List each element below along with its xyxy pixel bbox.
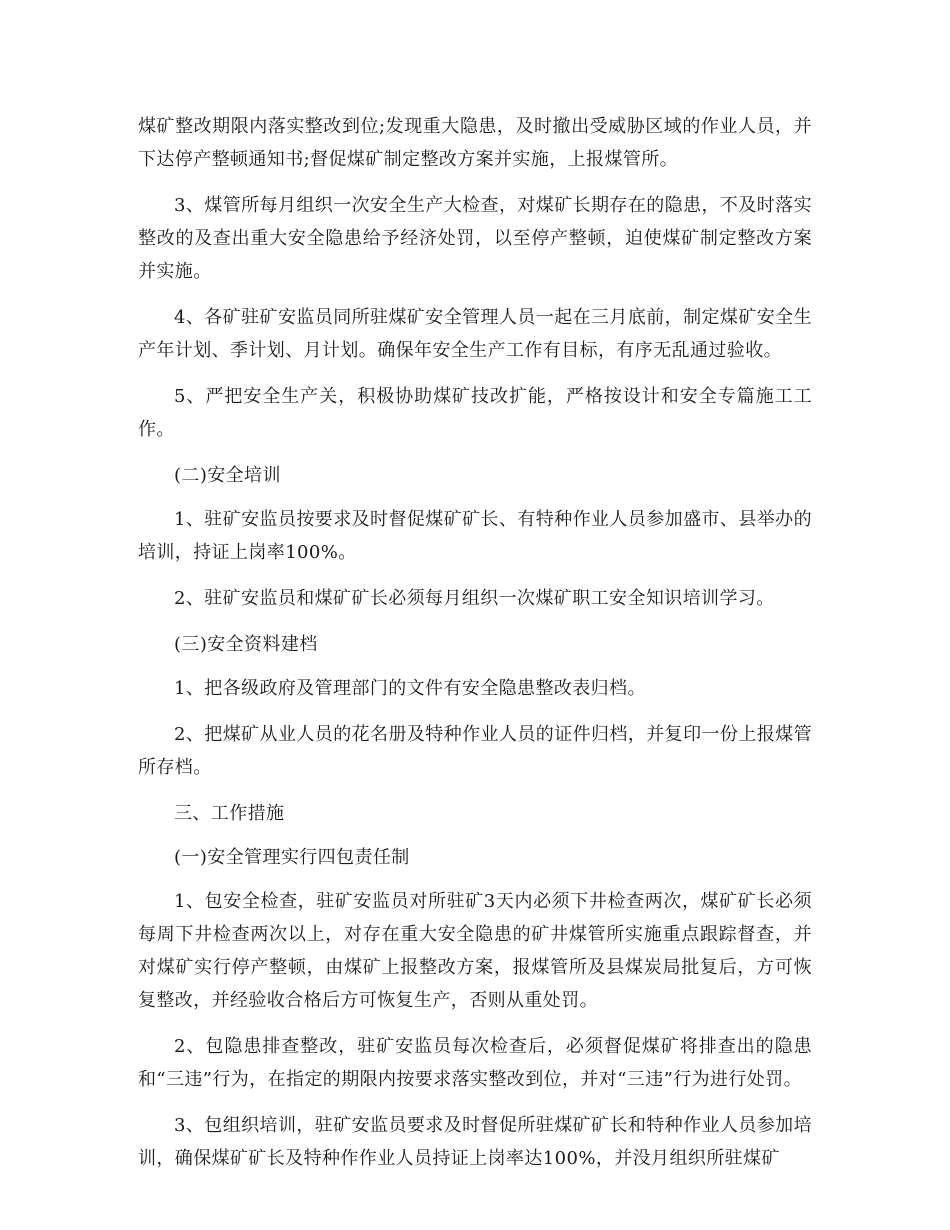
paragraph-5: 1、驻矿安监员按要求及时督促煤矿矿长、有特种作业人员参加盛市、县举办的培训，持证上岗率100%。 xyxy=(138,509,812,563)
paragraph-11: 3、包组织培训，驻矿安监员要求及时督促所驻煤矿矿长和特种作业人员参加培训，确保煤矿矿长及特种作作业人员持证上岗率达100%，并没月组织所驻煤矿 xyxy=(138,1115,812,1169)
document-body xyxy=(138,110,812,1188)
paragraph-9: 1、包安全检查，驻矿安监员对所驻矿3天内必须下井检查两次，煤矿矿长必须每周下井检查两次以上，对存在重大安全隐患的矿井煤管所实施重点跟踪督查，并对煤矿实行停产整顿，由煤矿上报整改方案，报煤管所及县煤炭局批复后，方可恢复整改，并经验收合格后方可恢复生产，否则从重处罚。 xyxy=(138,891,812,1011)
paragraph-3: 4、各矿驻矿安监员同所驻煤矿安全管理人员一起在三月底前，制定煤矿安全生产年计划、季计划、月计划。确保年安全生产工作有目标，有序无乱通过验收。 xyxy=(138,307,812,361)
paragraph-10: 2、包隐患排查整改，驻矿安监员每次检查后，必须督促煤矿将排查出的隐患和“三违”行为，在指定的期限内按要求落实整改到位，并对“三违”行为进行处罚。 xyxy=(138,1036,812,1090)
section-heading-training: (二)安全培训 xyxy=(174,465,281,486)
paragraph-6: 2、驻矿安监员和煤矿矿长必须每月组织一次煤矿职工安全知识培训学习。 xyxy=(174,588,775,609)
paragraph-4: 5、严把安全生产关，积极协助煤矿技改扩能，严格按设计和安全专篇施工工作。 xyxy=(138,386,812,440)
paragraph-8: 2、把煤矿从业人员的花名册及特种作业人员的证件归档，并复印一份上报煤管所存档。 xyxy=(138,724,812,778)
paragraph-1: 煤矿整改期限内落实整改到位;发现重大隐患，及时撤出受威胁区域的作业人员，并下达停产整顿通知书;督促煤矿制定整改方案并实施，上报煤管所。 xyxy=(138,116,812,170)
section-heading-responsibility: (一)安全管理实行四包责任制 xyxy=(174,847,410,868)
section-heading-archives: (三)安全资料建档 xyxy=(174,634,318,655)
section-heading-measures: 三、工作措施 xyxy=(174,803,285,824)
paragraph-7: 1、把各级政府及管理部门的文件有安全隐患整改表归档。 xyxy=(174,678,646,699)
paragraph-2: 3、煤管所每月组织一次安全生产大检查，对煤矿长期存在的隐患，不及时落实整改的及查出重大安全隐患给予经济处罚，以至停产整顿，迫使煤矿制定整改方案并实施。 xyxy=(138,195,812,282)
